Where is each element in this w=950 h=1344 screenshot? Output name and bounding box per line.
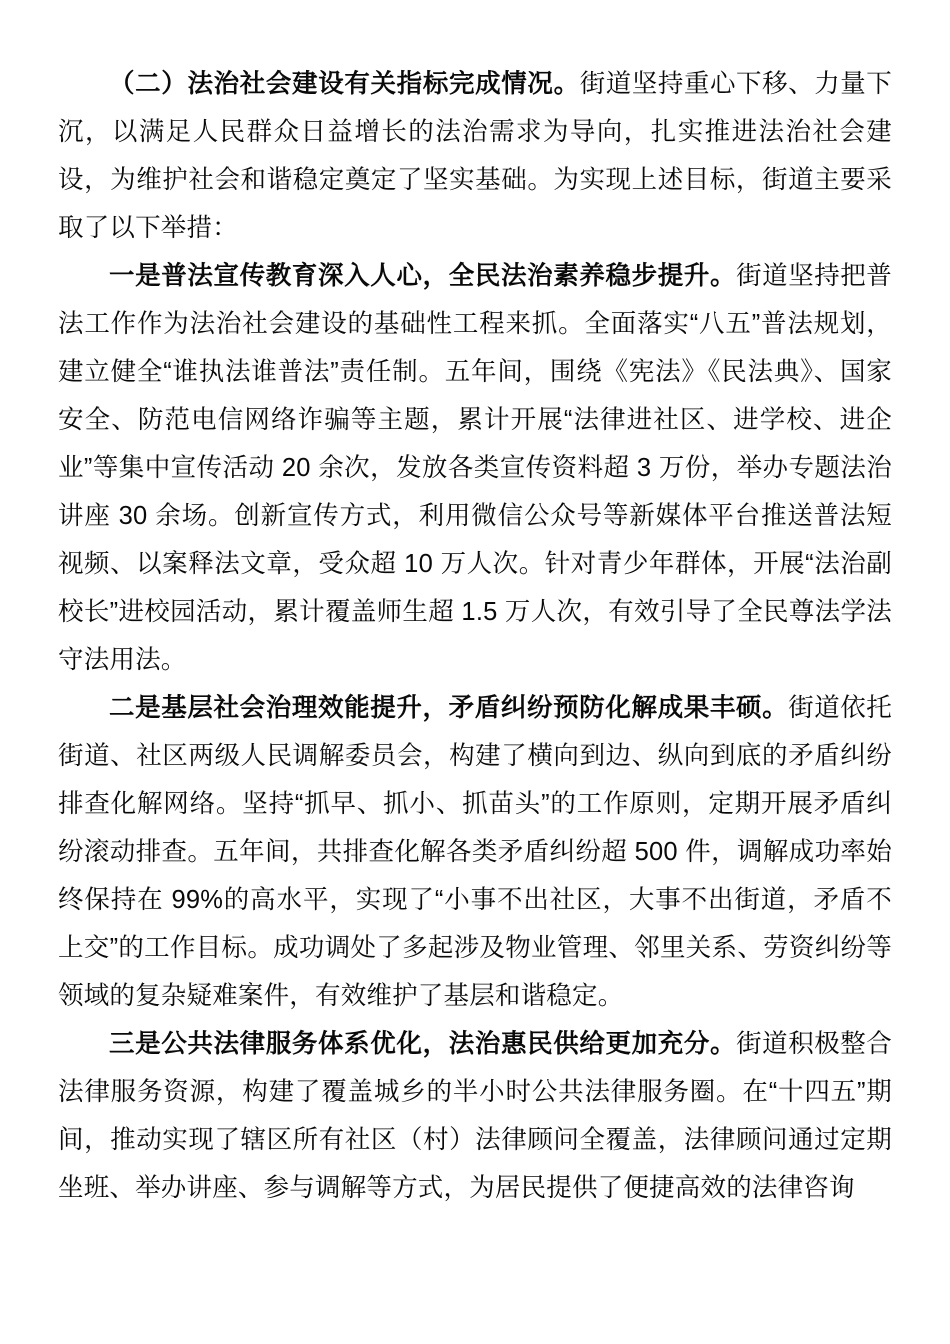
paragraph-lead-section-heading-2: （二）法治社会建设有关指标完成情况。 <box>109 70 580 98</box>
paragraph-text-section-heading-2: 街道坚持重心下移、力量下沉，以满足人民群众日益增长的法治需求为导向，扎实推进法治社会建设，为维护社会和谐稳定奠定了坚实基础。为实现上述目标，街道主要采取了以下举措： <box>58 70 892 242</box>
paragraph-lead-measure-three: 三是公共法律服务体系优化，法治惠民供给更加充分。 <box>109 1030 737 1058</box>
paragraph-text-measure-one: 街道坚持把普法工作作为法治社会建设的基础性工程来抓。全面落实“八五”普法规划，建立健全“谁执法谁普法”责任制。五年间，围绕《宪法》《民法典》、国家安全、防范电信网络诈骗等主题，累计开展“法律进社区、进学校、进企业”等集中宣传活动 20 余次，发放各类宣传资料超 3 万份，举办专题法治讲座 30 余场。创新宣传方式，利用微信公众号等新媒体平台推送普法短视频、以案释法文章，受众超 10 万人次。针对青少年群体，开展“法治副校长”进校园活动，累计覆盖师生超 1.5 万人次，有效引导了全民尊法学法守法用法。 <box>58 262 892 674</box>
paragraph-section-heading-2 <box>58 60 892 252</box>
paragraph-measure-three <box>58 1020 892 1212</box>
paragraph-measure-two <box>58 684 892 1020</box>
paragraph-text-measure-two: 街道依托街道、社区两级人民调解委员会，构建了横向到边、纵向到底的矛盾纠纷排查化解网络。坚持“抓早、抓小、抓苗头”的工作原则，定期开展矛盾纠纷滚动排查。五年间，共排查化解各类矛盾纠纷超 500 件，调解成功率始终保持在 99%的高水平，实现了“小事不出社区，大事不出街道，矛盾不上交”的工作目标。成功调处了多起涉及物业管理、邻里关系、劳资纠纷等领域的复杂疑难案件，有效维护了基层和谐稳定。 <box>58 694 892 1010</box>
paragraph-text-measure-three: 街道积极整合法律服务资源，构建了覆盖城乡的半小时公共法律服务圈。在“十四五”期间，推动实现了辖区所有社区（村）法律顾问全覆盖，法律顾问通过定期坐班、举办讲座、参与调解等方式，为居民提供了便捷高效的法律咨询 <box>58 1030 892 1202</box>
paragraph-lead-measure-one: 一是普法宣传教育深入人心，全民法治素养稳步提升。 <box>109 262 737 290</box>
paragraph-lead-measure-two: 二是基层社会治理效能提升，矛盾纠纷预防化解成果丰硕。 <box>109 694 789 722</box>
paragraph-measure-one <box>58 252 892 684</box>
document-body <box>58 60 892 1212</box>
